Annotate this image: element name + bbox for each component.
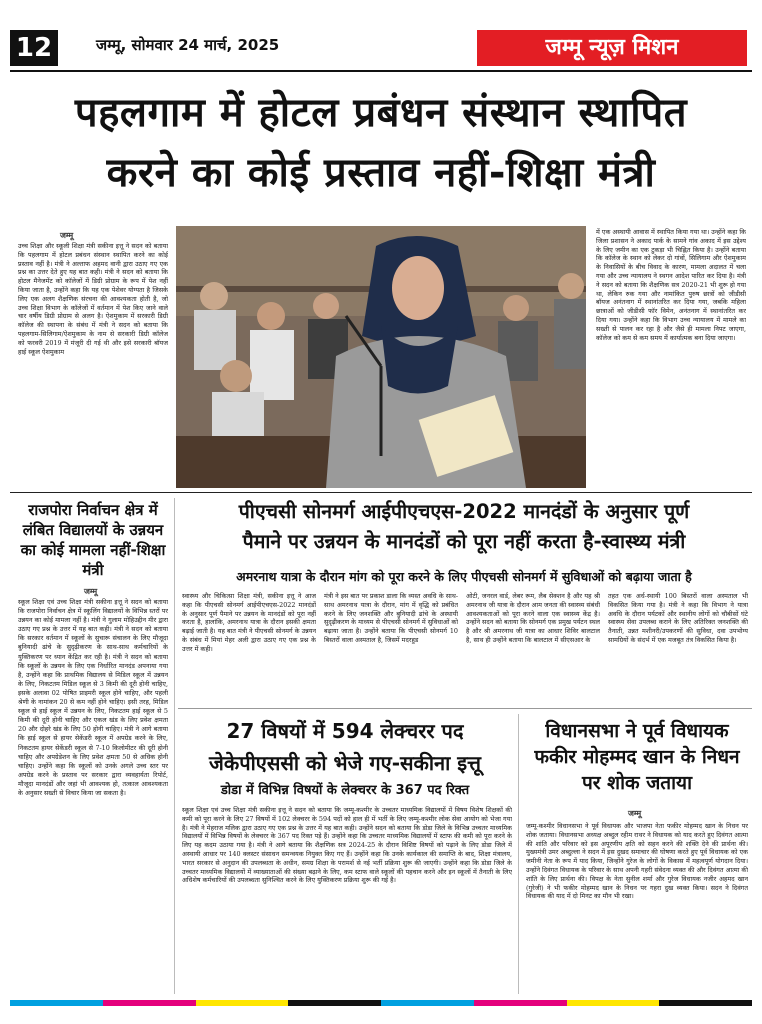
- main-story-col3: में एक अस्थायी आवास में स्थापित किया गया था। उन्होंने कहा कि जिला प्रशासन ने अकाद पार्क के सामने गांव अकाद में इस उद्देश्य के लिए जमीन का एक टुकड़ा भी चिह्नित किया है। उन्होंने बताया कि कॉलेज के स्थान को लेकर दो गांवों, सिलिगाम और ऐशमुकाम के निवासियों के बीच विवाद के कारण, मामला अदालत में चला गया और उच्च न्यायालय ने स्थगन आदेश पारित कर दिया है। मंत्री ने सदन को बताया कि शैक्षणिक सत्र 2020-21 भी शुरू हो गया था, लेकिन रुक गया और नामांकित पुरुष छात्रों को जीडीसी बॉयज अनंतनाग में स्थानांतरित कर दिया गया, जबकि महिला छात्राओं को जीडीसी फॉर विमेन, अनंतनाग में स्थानांतरित कर दिया गया। उन्होंने कहा कि विभाग उच्च न्यायालय में मामले का सख्ती से पालन कर रहा है और जैसे ही मामला निपट जाएगा, कॉलेज को कम से कम समय में कार्यात्मक बना दिया जाएगा।: [596, 228, 746, 342]
- main-headline-line1: पहलगाम में होटल प्रबंधन संस्थान स्थापित: [74, 90, 688, 136]
- rajpora-body: स्कूल शिक्षा एवं उच्च शिक्षा मंत्री सकीना इत्तू ने सदन को बताया कि राजपोरा निर्वाचन क्षेत्र में स्कूलिंग विद्यालयों के विभिन्न स्तरों पर उन्नयन का कोई मामला नहीं है। मंत्री ने गुलाम मोहिउद्दीन मीर द्वारा उठाए गए प्रश्न के उत्तर में यह बात कही। मंत्री ने सदन को बताया कि सरकार वर्तमान में स्कूलों के सुचारू संचालन के लिए मौजूदा बुनियादी ढांचे के सुदृढ़ीकरण के साथ-साथ कर्मचारियों के युक्तिकरण पर ध्यान केंद्रित कर रही है। मंत्री ने सदन को बताया कि स्कूलों के उन्नयन के लिए एक निर्धारित मानदंड अपनाया गया है, उन्होंने कहा कि प्राथमिक विद्यालय से मिडिल स्कूल में उन्नयन के लिए, निकटतम मिडिल स्कूल से 3 किमी की दूरी होनी चाहिए, इसके अलावा 02 पोषित प्राइमरी स्कूल होने चाहिए, और पहली श्रेणी के नामांकन 20 से कम नहीं होने चाहिए। इसी तरह, मिडिल स्कूल से हाई स्कूल में उन्नयन के लिए, निकटतम हाई स्कूल से 5 किमी की दूरी होनी चाहिए और एकल खंड के लिए प्रवेश क्षमता 20 और दोहरे खंड के लिए 50 होनी चाहिए। मंत्री ने आगे बताया कि हाई स्कूल से हायर सेकेंडरी स्कूल में अपग्रेड करने के लिए, निकटतम हायर सेकेंडरी स्कूल से 7-10 किलोमीटर की दूरी होनी चाहिए और अपग्रेडेशन के लिए प्रवेश क्षमता 50 से अधिक होनी चाहिए। उन्होंने कहा कि स्कूलों को उनके अगले उच्च स्तर पर अपग्रेड करने के प्रस्ताव पर सरकार द्वारा व्यवहार्यता रिपोर्ट, मौजूदा मानदंडों और जहां भी आवश्यक हो, तत्काल आवश्यकता के अनुसार सख्ती से विचार किया जा सकता है।: [18, 598, 168, 797]
- main-story-dateline: जम्मू: [60, 231, 74, 240]
- main-headline-line2: करने का कोई प्रस्ताव नहीं-शिक्षा मंत्री: [106, 150, 656, 196]
- column-divider: [174, 498, 175, 994]
- section-rule: [10, 492, 752, 493]
- assembly-photo: [176, 226, 586, 488]
- print-registration-bar: [10, 1000, 752, 1006]
- header-rule: [10, 70, 752, 72]
- condolence-headline: विधानसभा ने पूर्व विधायक फकीर मोहम्मद खान के निधन पर शोक जताया: [534, 720, 740, 794]
- health-headline-line2: पैमाने पर उन्नयन के मानदंडों को पूरा नहीं करता है-स्वास्थ्य मंत्री: [242, 530, 686, 553]
- health-col3: ओटी, जनरल वार्ड, लेबर रूम, लैब सेक्शन है और यह श्री अमरनाथ जी यात्रा के दौरान आम जनता की स्वास्थ्य संबंधी आवश्यकताओं को पूरा करने वाला एक स्वास्थ्य केंद्र है। उन्होंने सदन को बताया कि सोनमर्ग एक प्रमुख पर्यटन स्थल है और श्री अमरनाथ जी यात्रा का आधार शिविर बालटाल है, साथ ही उन्होंने बताया कि बालटाल में सीएसआर के: [466, 592, 600, 644]
- health-col2: मंत्री ने इस बात पर प्रकाश डाला कि व्यस्त अवधि के साथ-साथ अमरनाथ यात्रा के दौरान, मांग में वृद्धि को प्रबंधित करने के लिए जनशक्ति और बुनियादी ढांचे के अस्थायी सुदृढ़ीकरण के माध्यम से पीएचसी सोनमर्ग में सुविधाओं को बढ़ाया जाता है। उन्होंने बताया कि पीएचसी सोनमर्ग 10 बिस्तरों वाला अस्पताल है, जिसमें मदरहुड: [324, 592, 458, 644]
- registration-swatch: [196, 1000, 289, 1006]
- condolence-dateline: जम्मू: [628, 809, 642, 818]
- masthead: जम्मू न्यूज़ मिशन: [477, 30, 747, 66]
- main-story-col1: उच्च शिक्षा और स्कूली शिक्षा मंत्री सकीना इत्तू ने सदन को बताया कि पहलगाम में होटल प्रबंधन संस्थान स्थापित करने का कोई प्रस्ताव नहीं है। मंत्री ने अल्ताफ अहमद वानी द्वारा उठाए गए एक प्रश्न का उत्तर देते हुए यह बात कही। मंत्री ने सदन को बताया कि होटल मैनेजमेंट को कॉलेजों में डिग्री प्रोग्राम के रूप में पेश नहीं किया जाता है, उन्होंने कहा कि यह एक पेशेवर योग्यता है जिसके लिए एक अलग शैक्षणिक संरचना की आवश्यकता होती है, जो उच्च शिक्षा विभाग के कॉलेजों में वर्तमान में पेश किए जाने वाले चार वर्षीय डिग्री प्रोग्राम से अलग है। ऐशमुकाम में सरकारी डिग्री कॉलेज की स्थापना के संबंध में मंत्री ने सदन को बताया कि पहलगाम-सिलिगाम/ऐशमुकाम के नाम से सरकारी डिग्री कॉलेज को फरवरी 2019 में मंजूरी दी गई थी और इसे सरकारी बॉयज हाई स्कूल ऐशमुकाम: [18, 242, 168, 356]
- registration-swatch: [567, 1000, 660, 1006]
- health-bottom-rule: [178, 708, 752, 709]
- lecturer-body: स्कूल शिक्षा एवं उच्च शिक्षा मंत्री सकीना इत्तू ने सदन को बताया कि जम्मू-कश्मीर के उच्चतर माध्यमिक विद्यालयों में विषय विशेष शिक्षकों की कमी को पूरा करने के लिए 27 विषयों में 102 लेक्चरर के 594 पदों को हाल ही में भर्ती के लिए जम्मू-कश्मीर लोक सेवा आयोग को भेजा गया है। मंत्री ने मेहराज मलिक द्वारा उठाए गए एक प्रश्न के उत्तर में यह बात कही। उन्होंने सदन को बताया कि डोडा जिले के विभिन्न उच्चतर माध्यमिक विद्यालयों में विभिन्न विषयों के लेक्चरर के 367 पद रिक्त पड़े हैं। उन्होंने कहा कि उच्चतर माध्यमिक विद्यालयों में स्टाफ की कमी को पूरा करने के लिए यह कदम उठाया गया है। मंत्री ने आगे बताया कि शैक्षणिक सत्र 2024-25 के दौरान विशिष्ट विषयों को पढ़ाने के लिए डोडा जिले में अस्थायी आधार पर 140 क्लस्टर संसाधन समन्वयक नियुक्त किए गए हैं। उन्होंने कहा कि उनके कार्यकाल की समाप्ति के बाद, शिक्षा मंत्रालय, भारत सरकार से अनुदान की उपलब्धता के अधीन, समग्र शिक्षा के परामर्श से नई भर्ती प्रक्रिया शुरू की जाएगी। उन्होंने कहा कि डोडा जिले के उच्चतर माध्यमिक विद्यालयों में व्याख्याताओं की संख्या बढ़ाने के लिए, कम स्टाफ वाले स्कूलों की पहचान करने और इन स्कूलों में तैनाती के लिए अधिशेष कर्मचारियों की उपलब्धता सुनिश्चित करने के लिए युक्तिकरण प्रक्रिया शुरू की गई है।: [182, 806, 512, 885]
- lecturer-headline-line2: जेकेपीएससी को भेजे गए-सकीना इत्तू: [209, 751, 481, 775]
- minister-speaking-image: [176, 226, 586, 488]
- registration-swatch: [381, 1000, 474, 1006]
- health-col4: तहत एक अर्ध-स्थायी 100 बिस्तरों वाला अस्पताल भी विकसित किया गया है। मंत्री ने कहा कि विभाग ने यात्रा अवधि के दौरान पर्यटकों और स्थानीय लोगों को चौबीसों घंटे स्वास्थ्य सेवा उपलब्ध कराने के लिए अतिरिक्त जनशक्ति की तैनाती, उन्नत मशीनरी/उपकरणों की सुविधा, दवा उपभोग्य सामग्रियों के संदर्भ में एक मजबूत तंत्र विकसित किया है।: [608, 592, 748, 644]
- condolence-body: जम्मू-कश्मीर विधानसभा ने पूर्व विधायक और भाजपा नेता फकीर मोहम्मद खान के निधन पर शोक जताया। विधानसभा अध्यक्ष अब्दुल रहीम राथर ने विधायक को याद करते हुए दिवंगत आत्मा की शांति और परिवार को इस अपूरणीय क्षति को सहन करने की शक्ति देने की प्रार्थना की। मुख्यमंत्री उमर अब्दुल्ला ने सदन में इस दुखद समाचार की घोषणा करते हुए पूर्व विधायक को एक जमीनी नेता के रूप में याद किया, जिन्होंने गुरेज के लोगों के विकास में महत्वपूर्ण योगदान दिया। उन्होंने दिवंगत विधायक के परिवार के साथ अपनी गहरी संवेदना व्यक्त की और दिवंगत आत्मा की शांति के लिए प्रार्थना की। विपक्ष के नेता सुनील शर्मा और गुरेज विधायक नजीर अहमद खान (गुरेजी) ने भी फकीर मोहम्मद खान के निधन पर गहरा दुख व्यक्त किया। सदन ने दिवंगत विधायक की याद में दो मिनट का मौन भी रखा।: [526, 822, 748, 901]
- health-col1: स्वास्थ्य और चिकित्सा शिक्षा मंत्री, सकीना इत्तू ने आज कहा कि पीएचसी सोनमर्ग आईपीएचएस-2022 मानदंडों के अनुसार पूर्ण पैमाने पर उन्नयन के मानदंडों को पूरा नहीं करता है, हालांकि, अमरनाथ यात्रा के दौरान इसकी क्षमता बढ़ाई जाती है। यह बात मंत्री ने पीएचसी सोनमर्ग के उन्नयन के संबंध में मियां मेहर अली द्वारा उठाए गए एक प्रश्न के उत्तर में कही।: [182, 592, 316, 653]
- rajpora-headline: राजपोरा निर्वाचन क्षेत्र में लंबित विद्यालयों के उन्नयन का कोई मामला नहीं-शिक्षा मंत्री: [20, 501, 166, 579]
- registration-swatch: [10, 1000, 103, 1006]
- page-dateline: जम्मू, सोमवार 24 मार्च, 2025: [96, 36, 280, 54]
- column-divider-2: [518, 714, 519, 994]
- health-subhead: अमरनाथ यात्रा के दौरान मांग को पूरा करने के लिए पीएचसी सोनमर्ग में सुविधाओं को बढ़ाया जाता है: [236, 569, 692, 584]
- registration-swatch: [103, 1000, 196, 1006]
- registration-swatch: [288, 1000, 381, 1006]
- registration-swatch: [659, 1000, 752, 1006]
- rajpora-dateline: जम्मू: [84, 587, 98, 596]
- registration-swatch: [474, 1000, 567, 1006]
- lecturer-subhead: डोडा में विभिन्न विषयों के लेक्चरर के 367 पद रिक्त: [220, 783, 470, 798]
- health-headline-line1: पीएचसी सोनमर्ग आईपीएचएस-2022 मानदंडों के अनुसार पूर्ण: [238, 500, 690, 523]
- lecturer-headline-line1: 27 विषयों में 594 लेक्चरर पद: [226, 719, 464, 743]
- page-number: 12: [10, 30, 58, 66]
